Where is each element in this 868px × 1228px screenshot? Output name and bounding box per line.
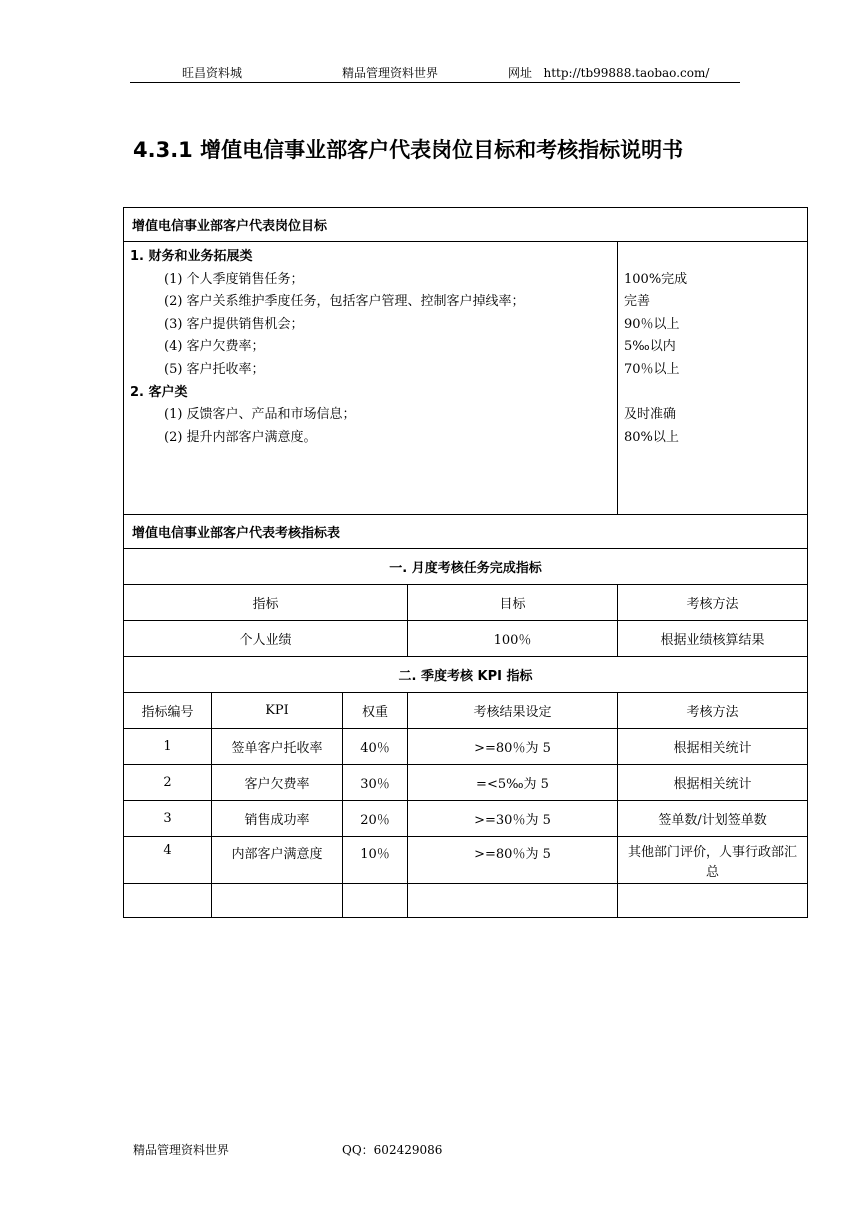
table-cell: 客户欠费率 bbox=[212, 765, 343, 801]
document-title: 4.3.1 增值电信事业部客户代表岗位目标和考核指标说明书 bbox=[133, 138, 684, 162]
table-cell: 30％ bbox=[343, 765, 408, 801]
goal-target: 完善 bbox=[624, 294, 651, 310]
table-cell: 1 bbox=[124, 729, 212, 765]
table-cell: 销售成功率 bbox=[212, 801, 343, 837]
monthly-header-cell: 考核方法 bbox=[618, 585, 808, 621]
goal-item: (5) 客户托收率； bbox=[164, 361, 265, 377]
goal-target: 90％以上 bbox=[624, 316, 680, 332]
goals-section-title: 增值电信事业部客户代表岗位目标 bbox=[124, 208, 808, 242]
quarterly-header-cell: 指标编号 bbox=[124, 693, 212, 729]
table-cell: 10％ bbox=[343, 837, 408, 884]
goal-target: 100%完成 bbox=[624, 271, 688, 287]
monthly-cell: 根据业绩核算结果 bbox=[618, 621, 808, 657]
header-url-label: 网址 bbox=[508, 66, 533, 80]
goal-item: (1) 反馈客户、产品和市场信息； bbox=[164, 407, 356, 423]
quarterly-title: 二. 季度考核 KPI 指标 bbox=[124, 657, 808, 693]
monthly-title: 一. 月度考核任务完成指标 bbox=[124, 549, 808, 585]
table-row-empty bbox=[124, 884, 808, 918]
goal-item: (1) 个人季度销售任务； bbox=[164, 271, 304, 287]
monthly-header-cell: 目标 bbox=[408, 585, 618, 621]
goal-category-label: 2. 客户类 bbox=[130, 384, 188, 400]
goal-item: (4) 客户欠费率； bbox=[164, 339, 265, 355]
goal-item: (2) 提升内部客户满意度。 bbox=[164, 429, 317, 445]
header-left-text: 旺昌资料城 bbox=[182, 66, 243, 80]
monthly-cell: 100％ bbox=[408, 621, 618, 657]
table-row bbox=[124, 837, 808, 884]
goal-target: 及时准确 bbox=[624, 407, 677, 423]
table-cell: 40％ bbox=[343, 729, 408, 765]
table-cell: 签单数/计划签单数 bbox=[618, 801, 808, 837]
monthly-cell: 个人业绩 bbox=[124, 621, 408, 657]
goal-category-label: 1. 财务和业务拓展类 bbox=[130, 249, 253, 264]
quarterly-header-cell: 考核方法 bbox=[618, 693, 808, 729]
goals-assessment-table bbox=[123, 207, 808, 918]
quarterly-header-cell: KPI bbox=[212, 693, 343, 729]
page-header bbox=[130, 60, 740, 83]
goal-target: 80%以上 bbox=[624, 429, 679, 445]
table-cell: >=80％为 5 bbox=[408, 729, 618, 765]
table-cell: 20％ bbox=[343, 801, 408, 837]
table-cell: 4 bbox=[124, 837, 212, 884]
table-cell: 3 bbox=[124, 801, 212, 837]
table-cell: =<5‰为 5 bbox=[408, 765, 618, 801]
table-row bbox=[124, 801, 808, 837]
goals-list bbox=[124, 242, 618, 515]
footer-qq: QQ：602429086 bbox=[342, 1143, 443, 1157]
goal-target: 70％以上 bbox=[624, 361, 680, 377]
table-cell: >=30％为 5 bbox=[408, 801, 618, 837]
quarterly-header-cell: 考核结果设定 bbox=[408, 693, 618, 729]
table-cell: 内部客户满意度 bbox=[212, 837, 343, 884]
table-row bbox=[124, 729, 808, 765]
goal-item: (3) 客户提供销售机会； bbox=[164, 316, 304, 332]
goal-target: 5‰以内 bbox=[624, 339, 676, 355]
table-cell: 签单客户托收率 bbox=[212, 729, 343, 765]
monthly-header-cell: 指标 bbox=[124, 585, 408, 621]
footer-left-text: 精品管理资料世界 bbox=[133, 1143, 230, 1157]
goals-targets bbox=[618, 242, 808, 515]
table-cell: 根据相关统计 bbox=[618, 729, 808, 765]
table-row bbox=[124, 765, 808, 801]
header-middle-text: 精品管理资料世界 bbox=[342, 66, 439, 80]
header-url bbox=[508, 64, 709, 81]
table-cell: 2 bbox=[124, 765, 212, 801]
quarterly-header-cell: 权重 bbox=[343, 693, 408, 729]
header-url-link[interactable]: http://tb99888.taobao.com/ bbox=[543, 66, 710, 80]
assessment-section-title: 增值电信事业部客户代表考核指标表 bbox=[124, 515, 808, 549]
table-cell: 其他部门评价，人事行政部汇总 bbox=[618, 837, 808, 884]
table-cell: >=80％为 5 bbox=[408, 837, 618, 884]
goal-item: (2) 客户关系维护季度任务，包括客户管理、控制客户掉线率； bbox=[164, 294, 525, 310]
table-cell: 根据相关统计 bbox=[618, 765, 808, 801]
